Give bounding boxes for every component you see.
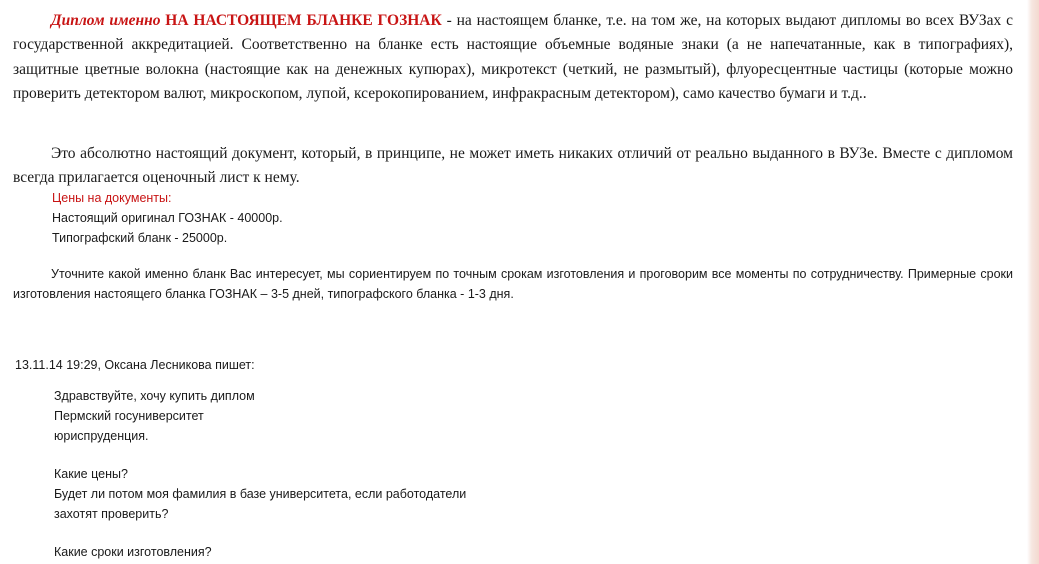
quote-line: Будет ли потом моя фамилия в базе университета, если работодатели (54, 487, 467, 501)
article-paragraph-2: Это абсолютно настоящий документ, который, в принципе, не может иметь никаких отличий от реально выданного в ВУЗе. Вместе с дипломом всегда прилагается оценочный лист к нему. (13, 145, 1013, 187)
post-header: 13.11.14 19:29, Оксана Лесникова пишет: (15, 358, 255, 372)
quote-line: Пермский госуниверситет (54, 409, 204, 423)
article-paragraph-1 (0, 9, 1027, 106)
quote-spacer (54, 446, 466, 464)
quote-line: Какие цены? (54, 467, 128, 481)
price-typographic: Типографский бланк - 25000р. (52, 231, 228, 245)
quote-line: Здравствуйте, хочу купить диплом (54, 389, 255, 403)
quote-line: Какие сроки изготовления? (54, 545, 212, 559)
lead-caps-text: НА НАСТОЯЩЕМ БЛАНКЕ ГОЗНАК (165, 12, 442, 29)
quote-spacer (54, 524, 466, 542)
prices-header: Цены на документы: (52, 191, 172, 205)
quoted-message (54, 386, 466, 562)
quote-line: юриспруденция. (54, 429, 149, 443)
price-goznak: Настоящий оригинал ГОЗНАК - 40000р. (52, 211, 283, 225)
right-edge-decoration (1027, 0, 1039, 564)
quote-line: захотят проверить? (54, 507, 169, 521)
paragraph-1-body: - на настоящем бланке, т.е. на том же, на которых выдают дипломы во всех ВУЗах с государственной аккредитацией. Соответственно на бланке есть настоящие объемные водяные знаки (а не напечатанные, как в типографиях), защитные цветные волокна (настоящие как на денежных купюрах), микротекст (четкий, не размытый), флуоресцентные частицы (которые можно проверить детектором валют, микроскопом, лупой, ксерокопированием, инфракрасным детектором), само качество бумаги и т.д.. (13, 12, 1014, 102)
lead-italic-text: Диплом именно (51, 12, 166, 29)
article-paragraph-3: Уточните какой именно бланк Вас интересует, мы сориентируем по точным срокам изготовления и проговорим все моменты по сотрудничеству. Примерные сроки изготовления настоящего бланка ГОЗНАК – 3-5 дней, типографского бланка - 1-3 дня. (13, 267, 1013, 301)
price-list (52, 188, 283, 248)
